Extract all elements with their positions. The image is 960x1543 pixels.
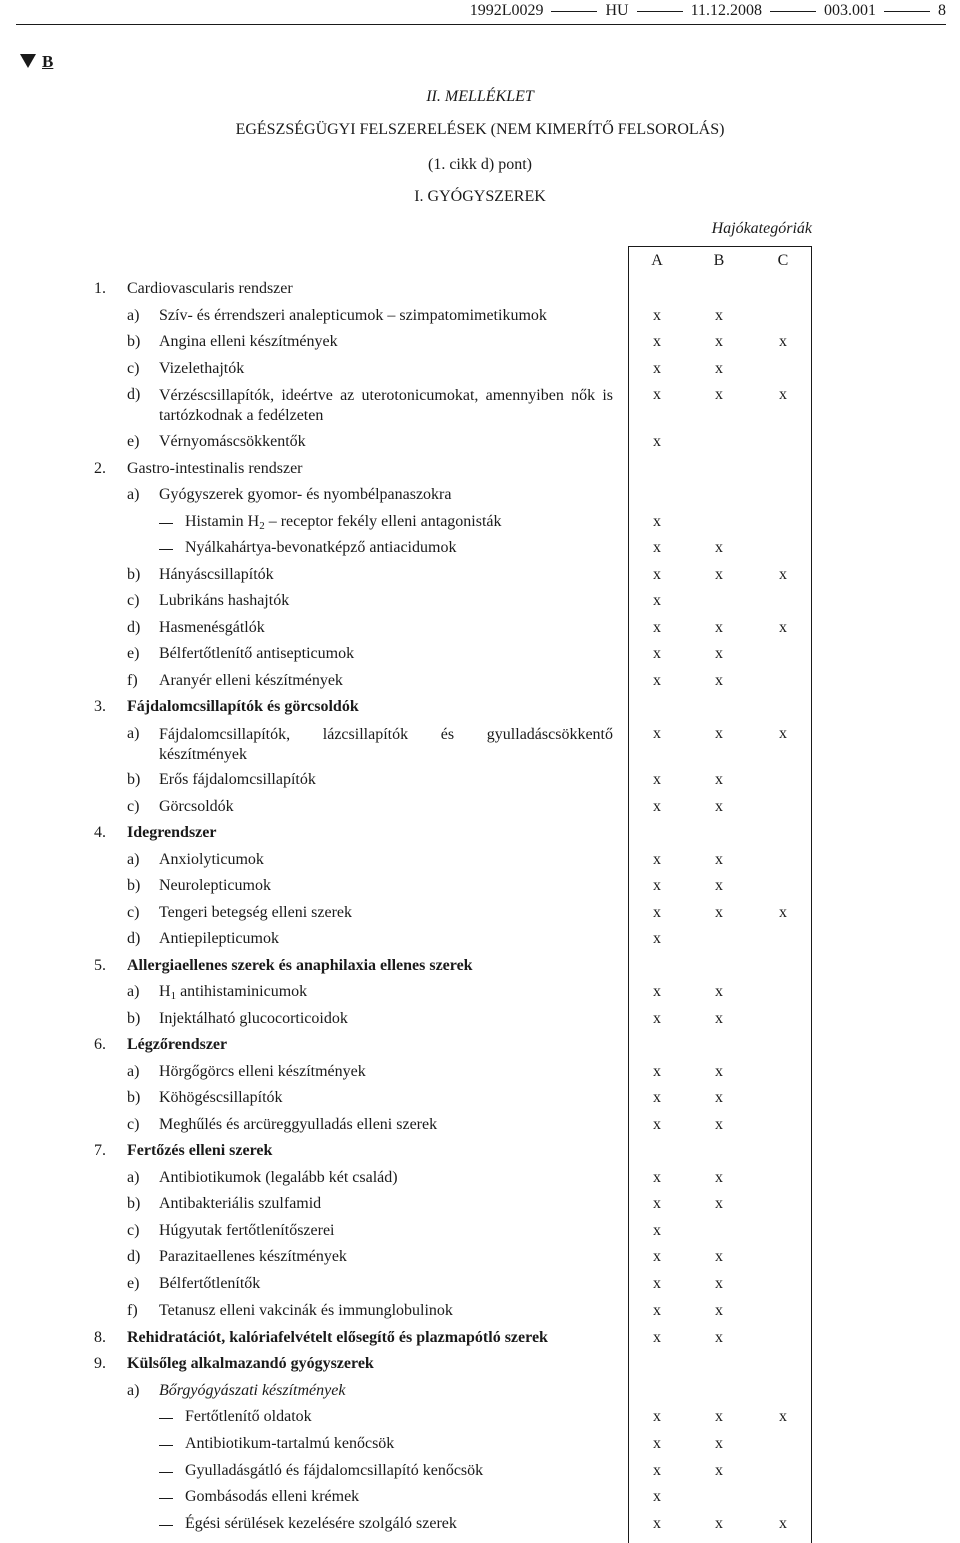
mark-b: x xyxy=(715,877,723,894)
item-text: Szív- és érrendszeri analepticumok – szimpatomimetikumok xyxy=(159,307,547,324)
annex-heading: II. MELLÉKLET xyxy=(426,88,534,105)
item-text: Bélfertőtlenítő antisepticumok xyxy=(159,645,355,662)
sub-item-row xyxy=(0,539,960,565)
item-letter: c) xyxy=(127,360,140,377)
group-label: Légzőrendszer xyxy=(127,1036,228,1053)
item-row xyxy=(0,333,960,359)
item-letter: a) xyxy=(127,486,140,503)
mark-a: x xyxy=(653,1222,661,1239)
item-letter: a) xyxy=(127,1382,140,1399)
page-number: 8 xyxy=(938,2,946,19)
group-label: Külsőleg alkalmazandó gyógyszerek xyxy=(127,1355,374,1372)
item-letter: a) xyxy=(127,307,140,324)
mark-b: x xyxy=(715,1169,723,1186)
item-letter: b) xyxy=(127,1010,141,1027)
article-reference: (1. cikk d) pont) xyxy=(428,156,532,173)
mark-a: x xyxy=(653,771,661,788)
mark-b: x xyxy=(715,771,723,788)
mark-a: x xyxy=(653,1435,661,1452)
mark-b: x xyxy=(715,1515,723,1532)
mark-a: x xyxy=(653,1488,661,1505)
item-text-main: H xyxy=(159,983,171,1000)
item-text: Fájdalomcsillapítók, lázcsillapítók és gyulladáscsökkentő készítmények xyxy=(159,726,613,763)
item-text: Húgyutak fertőtlenítőszerei xyxy=(159,1222,335,1239)
sub-item-text-subscript: 2 xyxy=(259,520,265,532)
item-row xyxy=(0,566,960,592)
sub-item-text: Antibiotikum-tartalmú kenőcsök xyxy=(185,1435,395,1452)
mark-a: x xyxy=(653,1010,661,1027)
item-row xyxy=(0,360,960,386)
item-letter: e) xyxy=(127,645,140,662)
group-row xyxy=(0,957,960,983)
mark-b: x xyxy=(715,1275,723,1292)
doc-date: 11.12.2008 xyxy=(690,2,762,19)
mark-b: x xyxy=(715,851,723,868)
group-row xyxy=(0,1329,960,1355)
header-rule xyxy=(16,24,946,25)
sub-item-text xyxy=(185,513,502,531)
mark-a: x xyxy=(653,566,661,583)
doc-version: 003.001 xyxy=(824,2,876,19)
mark-a: x xyxy=(653,1248,661,1265)
group-label: Idegrendszer xyxy=(127,824,217,841)
header-separator xyxy=(884,11,930,12)
running-header xyxy=(470,0,946,24)
mark-a: x xyxy=(653,1089,661,1106)
mark-a: x xyxy=(653,904,661,921)
item-letter: c) xyxy=(127,798,140,815)
amendment-marker xyxy=(20,52,53,72)
column-header-b: B xyxy=(713,252,725,269)
sub-item-row xyxy=(0,1462,960,1488)
item-row xyxy=(0,672,960,698)
group-number: 8. xyxy=(94,1329,106,1346)
mark-a: x xyxy=(653,433,661,450)
item-text: Vérnyomáscsökkentők xyxy=(159,433,306,450)
item-letter: b) xyxy=(127,877,141,894)
mark-c: x xyxy=(779,904,787,921)
item-letter: d) xyxy=(127,930,141,947)
mark-b: x xyxy=(715,386,723,403)
item-row xyxy=(0,1169,960,1195)
mark-c: x xyxy=(779,619,787,636)
document-title: EGÉSZSÉGÜGYI FELSZERELÉSEK (NEM KIMERÍTŐ FELSOROLÁS) xyxy=(235,121,725,138)
sub-item-row xyxy=(0,513,960,539)
mark-a: x xyxy=(653,851,661,868)
item-letter: f) xyxy=(127,672,138,689)
mark-b: x xyxy=(715,1329,723,1346)
group-label: Fájdalomcsillapítók és görcsoldók xyxy=(127,698,359,715)
item-text: Bélfertőtlenítők xyxy=(159,1275,261,1292)
item-letter: c) xyxy=(127,1222,140,1239)
item-row xyxy=(0,1116,960,1142)
group-row xyxy=(0,824,960,850)
item-text-rest: antihistaminicumok xyxy=(176,983,308,1000)
mark-b: x xyxy=(715,619,723,636)
mark-a: x xyxy=(653,725,661,742)
sub-item-text-rest: – receptor fekély elleni antagonisták xyxy=(264,513,502,530)
mark-a: x xyxy=(653,1462,661,1479)
mark-a: x xyxy=(653,592,661,609)
item-row xyxy=(0,798,960,824)
item-text: Gyógyszerek gyomor- és nyombélpanaszokra xyxy=(159,486,452,503)
item-row xyxy=(0,1275,960,1301)
vessel-categories-label: Hajókategóriák xyxy=(711,220,812,237)
mark-a: x xyxy=(653,1515,661,1532)
group-number: 5. xyxy=(94,957,106,974)
mark-b: x xyxy=(715,1248,723,1265)
mark-a: x xyxy=(653,798,661,815)
group-number: 1. xyxy=(94,280,106,297)
mark-b: x xyxy=(715,539,723,556)
group-row xyxy=(0,1142,960,1168)
group-number: 2. xyxy=(94,460,106,477)
item-text: Aranyér elleni készítmények xyxy=(159,672,343,689)
mark-c: x xyxy=(779,1515,787,1532)
mark-b: x xyxy=(715,360,723,377)
mark-b: x xyxy=(715,904,723,921)
mark-a: x xyxy=(653,360,661,377)
item-letter: e) xyxy=(127,433,140,450)
group-label: Gastro-intestinalis rendszer xyxy=(127,460,303,477)
group-label: Cardiovascularis rendszer xyxy=(127,280,293,297)
item-text: Köhögéscsillapítók xyxy=(159,1089,283,1106)
item-text: Lubrikáns hashajtók xyxy=(159,592,290,609)
mark-a: x xyxy=(653,983,661,1000)
mark-b: x xyxy=(715,1063,723,1080)
mark-a: x xyxy=(653,1275,661,1292)
item-letter: a) xyxy=(127,851,140,868)
doc-number: 1992L0029 xyxy=(469,2,544,19)
item-row xyxy=(0,1382,960,1408)
item-row xyxy=(0,983,960,1009)
mark-a: x xyxy=(653,513,661,530)
item-letter: b) xyxy=(127,333,141,350)
header-separator xyxy=(770,11,816,12)
item-row xyxy=(0,486,960,512)
item-text: Vizelethajtók xyxy=(159,360,245,377)
item-letter: c) xyxy=(127,904,140,921)
header-separator xyxy=(551,11,597,12)
item-row xyxy=(0,386,960,424)
item-row xyxy=(0,307,960,333)
mark-b: x xyxy=(715,1408,723,1425)
item-row xyxy=(0,1195,960,1221)
mark-b: x xyxy=(715,1195,723,1212)
mark-a: x xyxy=(653,333,661,350)
mark-a: x xyxy=(653,877,661,894)
mark-b: x xyxy=(715,566,723,583)
mark-a: x xyxy=(653,1302,661,1319)
item-row xyxy=(0,851,960,877)
item-letter: a) xyxy=(127,1063,140,1080)
column-header-a: A xyxy=(651,252,663,269)
group-number: 7. xyxy=(94,1142,106,1159)
mark-a: x xyxy=(653,645,661,662)
item-text: Görcsoldók xyxy=(159,798,234,815)
sub-item-row xyxy=(0,1408,960,1434)
group-number: 4. xyxy=(94,824,106,841)
item-row xyxy=(0,1089,960,1115)
mark-b: x xyxy=(715,333,723,350)
mark-a: x xyxy=(653,672,661,689)
item-row xyxy=(0,904,960,930)
group-row xyxy=(0,460,960,486)
item-letter: e) xyxy=(127,1275,140,1292)
item-letter: b) xyxy=(127,1195,141,1212)
item-letter: d) xyxy=(127,619,141,636)
group-label: Rehidratációt, kalóriafelvételt elősegítő és plazmapótló szerek xyxy=(127,1329,548,1346)
item-text: Antibakteriális szulfamid xyxy=(159,1195,322,1212)
group-label: Fertőzés elleni szerek xyxy=(127,1142,273,1159)
mark-c: x xyxy=(779,1408,787,1425)
sub-item-text: Égési sérülések kezelésére szolgáló szerek xyxy=(185,1515,457,1532)
group-number: 6. xyxy=(94,1036,106,1053)
item-text: Angina elleni készítmények xyxy=(159,333,338,350)
mark-a: x xyxy=(653,619,661,636)
mark-b: x xyxy=(715,983,723,1000)
header-separator xyxy=(637,11,683,12)
item-letter: d) xyxy=(127,386,141,403)
sub-item-text: Nyálkahártya-bevonatképző antiacidumok xyxy=(185,539,457,556)
item-row xyxy=(0,877,960,903)
mark-b: x xyxy=(715,1462,723,1479)
item-row xyxy=(0,1010,960,1036)
group-row xyxy=(0,1036,960,1062)
mark-c: x xyxy=(779,566,787,583)
item-text: Bőrgyógyászati készítmények xyxy=(159,1382,346,1399)
group-row xyxy=(0,698,960,724)
item-row xyxy=(0,592,960,618)
item-letter: b) xyxy=(127,771,141,788)
doc-language: HU xyxy=(605,2,629,19)
group-row xyxy=(0,1355,960,1381)
marker-label: B xyxy=(42,52,54,71)
item-letter: c) xyxy=(127,1116,140,1133)
item-letter: f) xyxy=(127,1302,138,1319)
sub-item-text: Gombásodás elleni krémek xyxy=(185,1488,360,1505)
item-row xyxy=(0,619,960,645)
item-text: Tengeri betegség elleni szerek xyxy=(159,904,353,921)
item-row xyxy=(0,725,960,763)
item-text: Parazitaellenes készítmények xyxy=(159,1248,347,1265)
group-number: 3. xyxy=(94,698,106,715)
mark-b: x xyxy=(715,1302,723,1319)
mark-c: x xyxy=(779,725,787,742)
mark-b: x xyxy=(715,1089,723,1106)
sub-item-row xyxy=(0,1515,960,1541)
item-row xyxy=(0,1302,960,1328)
mark-b: x xyxy=(715,672,723,689)
mark-a: x xyxy=(653,1329,661,1346)
item-text: Antibiotikumok (legalább két család) xyxy=(159,1169,398,1186)
item-row xyxy=(0,1248,960,1274)
mark-a: x xyxy=(653,1169,661,1186)
item-text: Tetanusz elleni vakcinák és immunglobulinok xyxy=(159,1302,453,1319)
mark-a: x xyxy=(653,1408,661,1425)
item-row xyxy=(0,645,960,671)
mark-b: x xyxy=(715,1116,723,1133)
item-row xyxy=(0,771,960,797)
item-text: Anxiolyticumok xyxy=(159,851,264,868)
item-letter: b) xyxy=(127,566,141,583)
item-text: Hasmenésgátlók xyxy=(159,619,265,636)
item-text: Hányáscsillapítók xyxy=(159,566,274,583)
mark-b: x xyxy=(715,307,723,324)
item-text: Erős fájdalomcsillapítók xyxy=(159,771,316,788)
mark-a: x xyxy=(653,930,661,947)
group-label: Allergiaellenes szerek és anaphilaxia ellenes szerek xyxy=(127,957,473,974)
mark-a: x xyxy=(653,539,661,556)
mark-a: x xyxy=(653,1116,661,1133)
item-letter: a) xyxy=(127,983,140,1000)
item-letter: d) xyxy=(127,1248,141,1265)
item-text: Injektálható glucocorticoidok xyxy=(159,1010,348,1027)
mark-a: x xyxy=(653,1063,661,1080)
mark-c: x xyxy=(779,386,787,403)
mark-b: x xyxy=(715,798,723,815)
mark-b: x xyxy=(715,725,723,742)
mark-c: x xyxy=(779,333,787,350)
sub-item-text: Fertőtlenítő oldatok xyxy=(185,1408,312,1425)
item-text xyxy=(159,983,307,1001)
column-header-c: C xyxy=(777,252,789,269)
item-row xyxy=(0,1222,960,1248)
item-letter: b) xyxy=(127,1089,141,1106)
mark-b: x xyxy=(715,1010,723,1027)
mark-b: x xyxy=(715,645,723,662)
sub-item-row xyxy=(0,1488,960,1514)
sub-item-row xyxy=(0,1435,960,1461)
item-letter: a) xyxy=(127,725,140,742)
item-text: Vérzéscsillapítók, ideértve az uterotonicumokat, amennyiben nők is tartózkodnak a fedélzeten xyxy=(159,387,613,424)
item-row xyxy=(0,433,960,459)
item-text: Hörgőgörcs elleni készítmények xyxy=(159,1063,366,1080)
triangle-down-icon xyxy=(20,54,36,68)
mark-a: x xyxy=(653,307,661,324)
item-text: Neurolepticumok xyxy=(159,877,271,894)
group-number: 9. xyxy=(94,1355,106,1372)
item-text: Meghűlés és arcüreggyulladás elleni szerek xyxy=(159,1116,438,1133)
item-text: Antiepilepticumok xyxy=(159,930,279,947)
item-text-subscript: 1 xyxy=(170,990,177,1002)
item-letter: a) xyxy=(127,1169,140,1186)
item-row xyxy=(0,1063,960,1089)
item-row xyxy=(0,930,960,956)
section-heading: I. GYÓGYSZEREK xyxy=(414,188,546,205)
item-letter: c) xyxy=(127,592,140,609)
mark-b: x xyxy=(715,1435,723,1452)
sub-item-text: Gyulladásgátló és fájdalomcsillapító kenőcsök xyxy=(185,1462,484,1479)
mark-a: x xyxy=(653,386,661,403)
group-row xyxy=(0,280,960,306)
sub-item-text-main: Histamin H xyxy=(185,513,260,530)
mark-a: x xyxy=(653,1195,661,1212)
